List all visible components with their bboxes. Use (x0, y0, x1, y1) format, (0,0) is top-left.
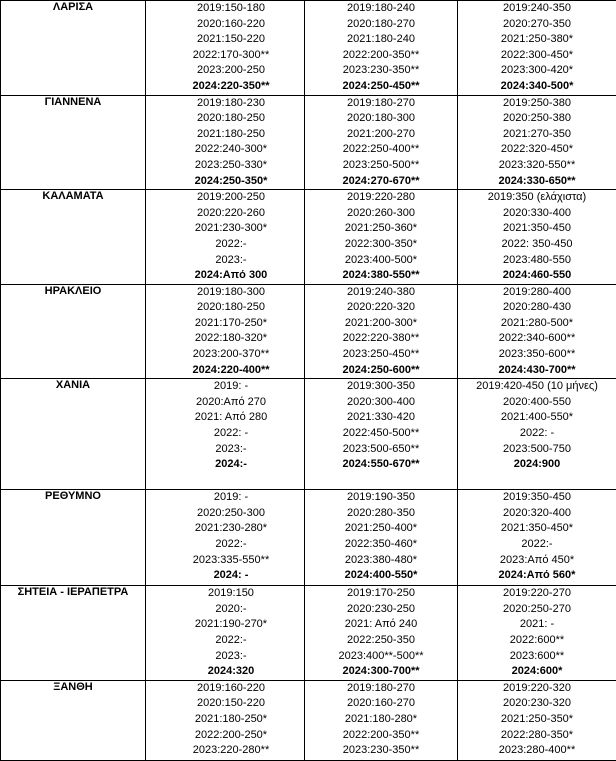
price-line: 2019:240-380 (305, 285, 457, 301)
price-column-3 (458, 1, 616, 96)
price-line: 2021:200-300* (305, 316, 457, 332)
price-line: 2022:200-350** (305, 728, 457, 744)
price-line: 2019:180-230 (146, 96, 304, 112)
price-line: 2022:180-320* (146, 331, 304, 347)
price-column-1 (146, 1, 305, 96)
price-line: 2022:350-460* (305, 537, 457, 553)
price-line: 2021:190-270* (146, 617, 304, 633)
price-line: 2024:600* (458, 664, 616, 680)
price-line: 2023:300-420* (458, 63, 616, 79)
price-column-3 (458, 490, 616, 586)
price-line: 2021:250-350* (458, 712, 616, 728)
price-line: 2020:160-220 (146, 17, 304, 33)
city-name: ΡΕΘΥΜΝΟ (1, 490, 146, 586)
price-line: 2022: - (146, 426, 304, 442)
city-row (1, 586, 616, 681)
price-line: 2022:320-450* (458, 142, 616, 158)
price-line: 2024:270-670** (305, 174, 457, 190)
price-line: 2023:200-370** (146, 347, 304, 363)
price-line: 2022:450-500** (305, 426, 457, 442)
city-name: ΧΑΝΙΑ (1, 379, 146, 490)
price-line: 2019:180-270 (305, 681, 457, 697)
city-row (1, 95, 616, 190)
price-line: 2023:600** (458, 649, 616, 665)
price-column-2 (305, 95, 458, 190)
city-row (1, 190, 616, 285)
price-line: 2024:300-700** (305, 664, 457, 680)
price-line: 2019:220-280 (305, 190, 457, 206)
price-line: 2021:280-500* (458, 316, 616, 332)
city-row (1, 490, 616, 586)
price-line: 2020:400-550 (458, 395, 616, 411)
price-line: 2019:220-270 (458, 586, 616, 602)
price-column-1 (146, 379, 305, 490)
price-line: 2022:200-250* (146, 728, 304, 744)
price-column-1 (146, 680, 305, 760)
price-line: 2019:350-450 (458, 490, 616, 506)
price-line: 2021:180-250* (146, 712, 304, 728)
city-row (1, 379, 616, 490)
price-line: 2024:250-450** (305, 79, 457, 95)
price-line: 2021:350-450 (458, 221, 616, 237)
price-line: 2023:220-280** (146, 743, 304, 759)
price-line: 2019:190-350 (305, 490, 457, 506)
price-column-2 (305, 1, 458, 96)
price-line: 2020:280-430 (458, 300, 616, 316)
price-line: 2023:250-450** (305, 347, 457, 363)
price-line: 2021:330-420 (305, 410, 457, 426)
price-line: 2023:230-350** (305, 743, 457, 759)
price-line: 2024:Από 560* (458, 568, 616, 584)
city-row (1, 1, 616, 96)
price-line: 2019:420-450 (10 μήνες) (458, 379, 616, 395)
price-line: 2022:250-400** (305, 142, 457, 158)
price-line: 2020:270-350 (458, 17, 616, 33)
price-line: 2019:280-400 (458, 285, 616, 301)
price-line: 2022:280-350* (458, 728, 616, 744)
price-column-2 (305, 379, 458, 490)
price-line: 2023:400**-500** (305, 649, 457, 665)
price-column-3 (458, 190, 616, 285)
price-line: 2022:300-350* (305, 237, 457, 253)
price-line: 2022:200-350** (305, 48, 457, 64)
price-line: 2023:200-250 (146, 63, 304, 79)
price-column-3 (458, 284, 616, 379)
price-line: 2020:180-300 (305, 111, 457, 127)
table-body (1, 1, 616, 761)
price-line: 2022:220-380** (305, 331, 457, 347)
price-line: 2021:250-360* (305, 221, 457, 237)
price-line: 2020:180-250 (146, 111, 304, 127)
price-line: 2019:150 (146, 586, 304, 602)
price-column-2 (305, 190, 458, 285)
price-line: 2023:280-400** (458, 743, 616, 759)
price-line: 2022:340-600** (458, 331, 616, 347)
price-line: 2021:150-220 (146, 32, 304, 48)
price-line: 2023:230-350** (305, 63, 457, 79)
price-line: 2019: - (146, 379, 304, 395)
price-line: 2021: Από 280 (146, 410, 304, 426)
price-line: 2024:340-500* (458, 79, 616, 95)
price-line: 2022:- (458, 537, 616, 553)
price-column-3 (458, 586, 616, 681)
price-line: 2021:400-550* (458, 410, 616, 426)
price-line: 2020:160-270 (305, 696, 457, 712)
price-line: 2024:220-400** (146, 363, 304, 379)
price-line: 2019:180-240 (305, 1, 457, 17)
price-line: 2021: Από 240 (305, 617, 457, 633)
price-line: 2024:Από 300 (146, 268, 304, 284)
price-line: 2020:- (146, 602, 304, 618)
city-row (1, 680, 616, 760)
city-row (1, 284, 616, 379)
price-line: 2024:430-700** (458, 363, 616, 379)
price-line: 2024:330-650** (458, 174, 616, 190)
price-line: 2024:- (146, 457, 304, 473)
price-line: 2023:480-550 (458, 253, 616, 269)
price-line: 2020:250-300 (146, 506, 304, 522)
price-line: 2021:170-250* (146, 316, 304, 332)
price-line: 2020:220-320 (305, 300, 457, 316)
price-line: 2021: - (458, 617, 616, 633)
price-column-1 (146, 490, 305, 586)
price-column-1 (146, 190, 305, 285)
price-line: 2021:230-300* (146, 221, 304, 237)
price-line: 2022: 350-450 (458, 237, 616, 253)
city-name: ΣΗΤΕΙΑ - ΙΕΡΑΠΕΤΡΑ (1, 586, 146, 681)
price-line: 2020:180-250 (146, 300, 304, 316)
price-line: 2020:250-380 (458, 111, 616, 127)
price-column-2 (305, 680, 458, 760)
price-line: 2019:160-220 (146, 681, 304, 697)
price-line: 2024:250-600** (305, 363, 457, 379)
price-line: 2023:380-480* (305, 553, 457, 569)
price-line: 2020:250-270 (458, 602, 616, 618)
price-line: 2019:200-250 (146, 190, 304, 206)
price-column-1 (146, 95, 305, 190)
price-line: 2023:400-500* (305, 253, 457, 269)
price-column-1 (146, 586, 305, 681)
price-column-2 (305, 490, 458, 586)
price-line: 2020:220-260 (146, 206, 304, 222)
price-line: 2024:220-350** (146, 79, 304, 95)
price-line: 2019:180-300 (146, 285, 304, 301)
price-line: 2021:250-400* (305, 521, 457, 537)
price-line: 2019:170-250 (305, 586, 457, 602)
city-name: ΗΡΑΚΛΕΙΟ (1, 284, 146, 379)
city-name: ΓΙΑΝΝΕΝΑ (1, 95, 146, 190)
price-column-3 (458, 680, 616, 760)
price-line: 2021:180-250 (146, 127, 304, 143)
price-line: 2020:330-400 (458, 206, 616, 222)
price-line: 2024:550-670** (305, 457, 457, 473)
price-line: 2024:380-550** (305, 268, 457, 284)
price-line: 2022:170-300** (146, 48, 304, 64)
price-line: 2020:320-400 (458, 506, 616, 522)
price-line: 2020:260-300 (305, 206, 457, 222)
city-name: ΛΑΡΙΣΑ (1, 1, 146, 96)
price-line: 2023:350-600** (458, 347, 616, 363)
price-line: 2022:600** (458, 633, 616, 649)
price-line: 2022:- (146, 633, 304, 649)
price-line: 2023:- (146, 442, 304, 458)
price-line: 2023:335-550** (146, 553, 304, 569)
price-line: 2024:250-350* (146, 174, 304, 190)
price-line: 2022:- (146, 537, 304, 553)
price-line: 2023:- (146, 253, 304, 269)
price-line: 2021:270-350 (458, 127, 616, 143)
price-line: 2020:300-400 (305, 395, 457, 411)
price-line: 2024:400-550* (305, 568, 457, 584)
price-line: 2021:200-270 (305, 127, 457, 143)
price-line: 2023:250-330* (146, 158, 304, 174)
price-line: 2019:240-350 (458, 1, 616, 17)
price-line: 2023:Από 450* (458, 553, 616, 569)
price-column-1 (146, 284, 305, 379)
price-line: 2022:250-350 (305, 633, 457, 649)
price-column-3 (458, 379, 616, 490)
price-line: 2020:230-320 (458, 696, 616, 712)
price-line: 2022:300-450* (458, 48, 616, 64)
price-line: 2019:220-320 (458, 681, 616, 697)
price-line: 2022:240-300* (146, 142, 304, 158)
price-line: 2023:320-550** (458, 158, 616, 174)
price-line: 2020:180-270 (305, 17, 457, 33)
price-line: 2019:350 (ελάχιστα) (458, 190, 616, 206)
city-name: ΚΑΛΑΜΑΤΑ (1, 190, 146, 285)
price-line: 2024:320 (146, 664, 304, 680)
price-line: 2022:- (146, 237, 304, 253)
price-line: 2024: - (146, 568, 304, 584)
price-line: 2020:Από 270 (146, 395, 304, 411)
price-line: 2024:900 (458, 457, 616, 473)
price-line: 2019:300-350 (305, 379, 457, 395)
price-line: 2023:- (146, 649, 304, 665)
price-line: 2023:250-500** (305, 158, 457, 174)
price-line: 2019:250-380 (458, 96, 616, 112)
price-line: 2023:500-750 (458, 442, 616, 458)
price-line: 2021:250-380* (458, 32, 616, 48)
price-line: 2023:500-650** (305, 442, 457, 458)
price-line: 2019:150-180 (146, 1, 304, 17)
price-line: 2020:280-350 (305, 506, 457, 522)
price-column-2 (305, 284, 458, 379)
price-column-2 (305, 586, 458, 681)
price-line: 2019: - (146, 490, 304, 506)
city-name: ΞΑΝΘΗ (1, 680, 146, 760)
price-line: 2024:460-550 (458, 268, 616, 284)
price-line: 2021:230-280* (146, 521, 304, 537)
price-line: 2022: - (458, 426, 616, 442)
price-line: 2021:350-450* (458, 521, 616, 537)
price-line: 2021:180-280* (305, 712, 457, 728)
price-line: 2020:150-220 (146, 696, 304, 712)
price-line: 2020:230-250 (305, 602, 457, 618)
price-line: 2019:180-270 (305, 96, 457, 112)
price-column-3 (458, 95, 616, 190)
price-line: 2021:180-240 (305, 32, 457, 48)
